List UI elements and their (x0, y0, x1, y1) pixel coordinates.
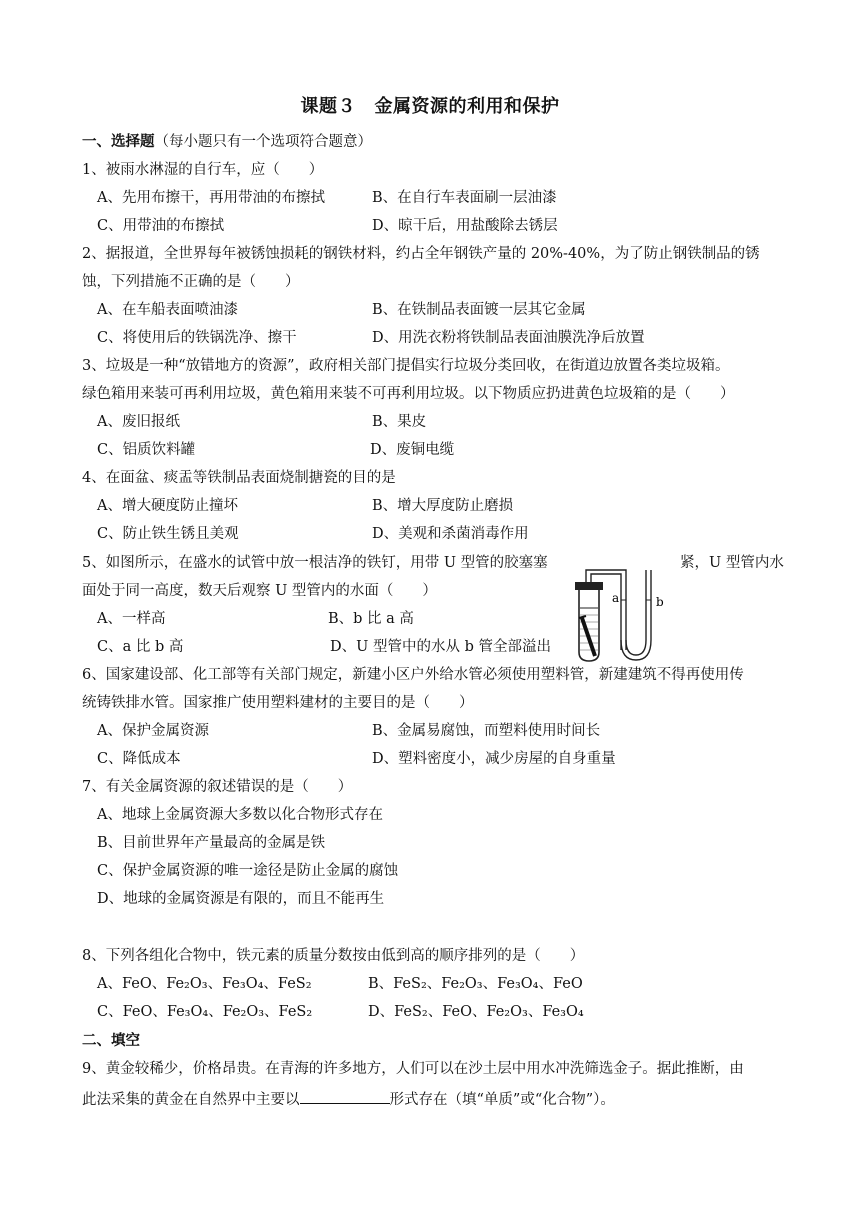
q8-option-d: D、FeS₂、FeO、Fe₂O₃、Fe₃O₄ (368, 1004, 584, 1020)
q7-option-c: C、保护金属资源的唯一途径是防止金属的腐蚀 (97, 863, 399, 879)
q1-option-c: C、用带油的布擦拭 (97, 218, 225, 234)
q6-stem-line1: 6、国家建设部、化工部等有关部门规定，新建小区户外给水管必须使用塑料管，新建建筑不得再使用传 (82, 667, 744, 683)
q5-option-c: C、a 比 b 高 (97, 639, 184, 655)
section-fill-heading: 二、填空 (82, 1033, 140, 1049)
q6-option-d: D、塑料密度小，减少房屋的自身重量 (372, 751, 616, 767)
q1-option-a: A、先用布擦干，再用带油的布擦拭 (97, 190, 325, 206)
q5-option-a: A、一样高 (97, 611, 166, 627)
rubber-stopper (575, 582, 603, 590)
section-choice-note: （每小题只有一个选项符合题意） (154, 134, 372, 150)
page-title: 课题３ 金属资源的利用和保护 (300, 96, 560, 117)
q7-option-b: B、目前世界年产量最高的金属是铁 (97, 835, 326, 851)
q1-option-b: B、在自行车表面刷一层油漆 (372, 190, 557, 206)
q2-stem-line2: 蚀，下列措施不正确的是（ ） (82, 274, 300, 290)
q2-stem-line1: 2、据报道，全世界每年被锈蚀损耗的钢铁材料，约占全年钢铁产量的 20%-40%，为了防止钢铁制品的锈 (82, 246, 760, 262)
q3-option-a: A、废旧报纸 (97, 414, 180, 430)
q7-option-d: D、地球的金属资源是有限的，而且不能再生 (97, 891, 385, 907)
q4-stem: 4、在面盆、痰盂等铁制品表面烧制搪瓷的目的是 (82, 470, 396, 486)
q1-stem: 1、被雨水淋湿的自行车，应（ ） (82, 162, 324, 178)
q9-stem-line2-start: 此法采集的黄金在自然界中主要以 (82, 1092, 300, 1108)
q3-stem-line1: 3、垃圾是一种“放错地方的资源”，政府相关部门提倡实行垃圾分类回收，在街道边放置各类垃圾箱。 (82, 358, 730, 374)
q9-answer-blank[interactable] (300, 1087, 390, 1104)
test-tube-u-tube-figure (568, 560, 678, 666)
q5-option-b: B、b 比 a 高 (328, 611, 414, 627)
q4-option-a: A、增大硬度防止撞坏 (97, 498, 238, 514)
q3-option-b: B、果皮 (372, 414, 427, 430)
q4-option-d: D、美观和杀菌消毒作用 (372, 526, 529, 542)
q6-option-c: C、降低成本 (97, 751, 181, 767)
q9-stem-line1: 9、黄金较稀少，价格昂贵。在青海的许多地方，人们可以在沙土层中用水冲洗筛选金子。据此推断，由 (82, 1061, 744, 1077)
q3-option-d: D、废铜电缆 (370, 442, 455, 458)
label-b: b (656, 595, 664, 609)
q2-option-a: A、在车船表面喷油漆 (97, 302, 238, 318)
q6-option-b: B、金属易腐蚀，而塑料使用时间长 (372, 723, 601, 739)
test-tube (579, 590, 599, 661)
q4-option-b: B、增大厚度防止磨损 (372, 498, 514, 514)
q6-option-a: A、保护金属资源 (97, 723, 209, 739)
q3-option-c: C、铝质饮料罐 (97, 442, 196, 458)
q4-option-c: C、防止铁生锈且美观 (97, 526, 239, 542)
q8-option-b: B、FeS₂、Fe₂O₃、Fe₃O₄、FeO (368, 976, 583, 992)
q5-stem-line1a: 5、如图所示，在盛水的试管中放一根洁净的铁钉，用带 U 型管的胶塞塞 (82, 555, 548, 571)
q2-option-d: D、用洗衣粉将铁制品表面油膜洗净后放置 (372, 330, 645, 346)
q2-option-b: B、在铁制品表面镀一层其它金属 (372, 302, 586, 318)
q7-stem: 7、有关金属资源的叙述错误的是（ ） (82, 779, 353, 795)
q3-stem-line2: 绿色箱用来装可再利用垃圾，黄色箱用来装不可再利用垃圾。以下物质应扔进黄色垃圾箱的是（ ） (82, 386, 735, 402)
q9-stem-line2 (82, 1087, 615, 1110)
q8-option-c: C、FeO、Fe₃O₄、Fe₂O₃、FeS₂ (97, 1004, 313, 1020)
q6-stem-line2: 统铸铁排水管。国家推广使用塑料建材的主要目的是（ ） (82, 695, 474, 711)
section-choice-label: 一、选择题 (82, 134, 155, 150)
section-choice-heading (82, 132, 372, 152)
q5-stem-line1b: 紧，U 型管内水 (680, 555, 784, 571)
q7-option-a: A、地球上金属资源大多数以化合物形式存在 (97, 807, 383, 823)
q8-option-a: A、FeO、Fe₂O₃、Fe₃O₄、FeS₂ (97, 976, 312, 992)
q2-option-c: C、将使用后的铁锅洗净、擦干 (97, 330, 297, 346)
q5-stem-line2: 面处于同一高度，数天后观察 U 型管内的水面（ ） (82, 583, 437, 599)
q5-option-d: D、U 型管中的水从 b 管全部溢出 (330, 639, 551, 655)
q9-stem-line2-end: 形式存在（填“单质”或“化合物”）。 (389, 1092, 615, 1108)
label-a: a (612, 591, 620, 605)
q8-stem: 8、下列各组化合物中，铁元素的质量分数按由低到高的顺序排列的是（ ） (82, 948, 585, 964)
q1-option-d: D、晾干后，用盐酸除去锈层 (372, 218, 558, 234)
